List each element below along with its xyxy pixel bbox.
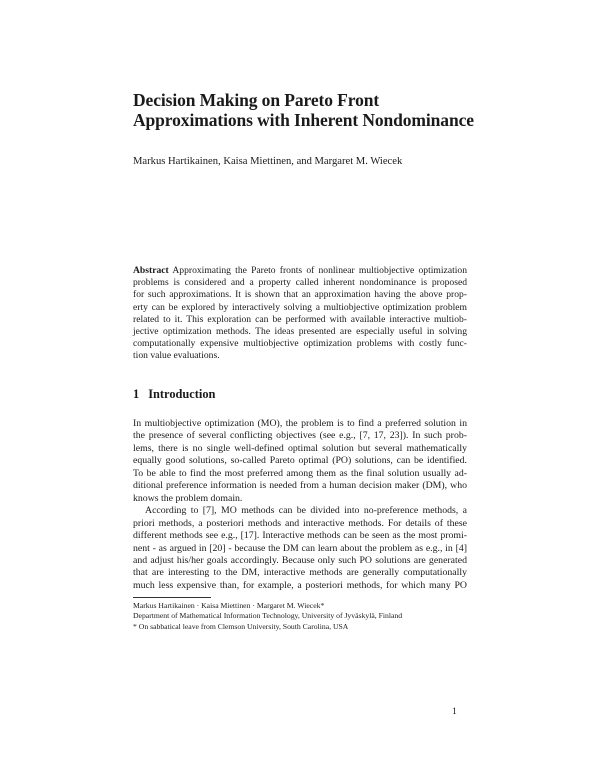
body-line: much less expensive than, for example, a posteriori methods, for which many PO <box>133 579 467 591</box>
body-line: To be able to find the most preferred among them as the final solution usually ad- <box>133 467 467 479</box>
footnote-line: Markus Hartikainen · Kaisa Miettinen · Margaret M. Wiecek* <box>133 601 325 610</box>
title-line: Approximations with Inherent Nondominance <box>133 110 474 130</box>
body-line: different methods see e.g., [17]. Interactive methods can be seen as the most promi- <box>133 530 467 542</box>
body-line: knows the problem domain. <box>133 492 243 504</box>
abstract-line: for such approximations. It is shown that an approximation having the above prop- <box>133 289 467 301</box>
body-line: the presence of several conflicting objectives (see e.g., [7, 17, 23]). In such prob- <box>133 430 467 442</box>
page-number: 1 <box>452 706 457 717</box>
abstract-line <box>133 265 467 277</box>
footnotes <box>133 601 402 632</box>
author-list: Markus Hartikainen, Kaisa Miettinen, and Margaret M. Wiecek <box>133 156 403 167</box>
body-line: equally good solutions, so-called Pareto optimal (PO) solutions, can be identified. <box>133 455 467 467</box>
body-line: According to [7], MO methods can be divided into no-preference methods, a <box>145 505 467 517</box>
abstract-line: tion value evaluations. <box>133 350 220 362</box>
section-number: 1 <box>133 387 140 401</box>
body-line: and adjust his/her goals accordingly. Because only such PO solutions are generated <box>133 554 467 566</box>
abstract-text: Approximating the Pareto fronts of nonlinear multiobjective optimization <box>172 265 467 276</box>
abstract-line: related to it. This exploration can be performed with available interactive multiob- <box>133 313 467 325</box>
footnote-line: Department of Mathematical Information Technology, University of Jyväskylä, Finland <box>133 611 403 621</box>
body-line: priori methods, a posteriori methods and interactive methods. For details of these <box>133 517 467 529</box>
abstract-line: jective optimization methods. The ideas presented are especially useful in solving <box>133 326 467 338</box>
footnote-line: * On sabbatical leave from Clemson University, South Carolina, USA <box>133 621 349 631</box>
abstract-line: erty can be explored by interactively solving a multiobjective optimization problem <box>133 301 467 313</box>
body-line: ditional preference information is needed from a human decision maker (DM), who <box>133 480 467 492</box>
body-line: that are interesting to the DM, interactive methods are generally computationally <box>133 567 467 579</box>
section-heading <box>133 387 215 402</box>
title-line: Decision Making on Pareto Front <box>133 90 380 110</box>
abstract-line: problems is considered and a property called inherent nondominance is proposed <box>133 277 467 289</box>
body-line: In multiobjective optimization (MO), the problem is to find a preferred solution in <box>133 418 467 429</box>
paper-title <box>133 90 493 130</box>
abstract <box>133 265 467 363</box>
abstract-label: Abstract <box>133 265 169 276</box>
footnote-rule <box>133 597 211 598</box>
section-title: Introduction <box>148 387 216 401</box>
body-line: lems, there is no single well-defined optimal solution but several mathematically <box>133 442 467 454</box>
abstract-line: computationally expensive multiobjective optimization problems with costly func- <box>133 338 467 350</box>
body-text <box>133 418 467 592</box>
body-line: nent - as argued in [20] - because the DM can learn about the problem as e.g., in [4] <box>133 542 467 554</box>
